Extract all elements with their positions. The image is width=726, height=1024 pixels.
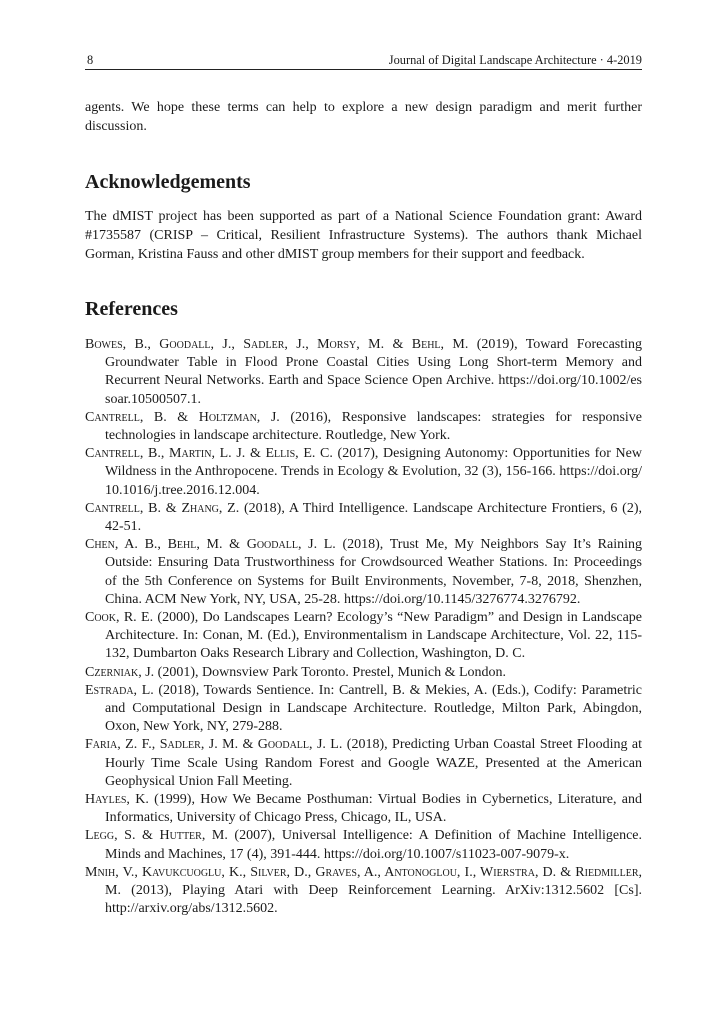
reference-list bbox=[85, 336, 642, 919]
reference-details: (2017), Designing Autonomy: Opportunities for New Wildness in the Anthropocene. Trends in Ecology & Evolution, 32 (3), 156-166. bbox=[105, 446, 642, 480]
reference-authors: Mnih, V., Kavukcuoglu, K., Silver, D., Graves, A., Antonoglou, I., Wierstra, D. & Riedmiller, M. bbox=[85, 864, 642, 899]
reference-authors: Cook, R. E. bbox=[85, 610, 154, 626]
acknowledgements-heading: Acknowledgements bbox=[85, 171, 251, 193]
acknowledgements-text: The dMIST project has been supported as part of a National Science Foundation grant: Award #1735587 (CRISP – Critical, Resilient Infrastructure Systems). The authors thank Michael Gorman, Kristina Fauss and other dMIST group members for their support and feedback. bbox=[85, 209, 642, 262]
reference-authors: Faria, Z. F., Sadler, J. M. & Goodall, J. L. bbox=[85, 737, 343, 753]
reference-doi-link[interactable]: https://doi.org/10.1016/j.tree.2016.12.004. bbox=[105, 464, 642, 498]
reference-authors: Czerniak, J. bbox=[85, 664, 155, 680]
reference-item bbox=[85, 536, 642, 609]
reference-item bbox=[85, 664, 642, 682]
references-heading: References bbox=[85, 298, 178, 320]
page-number: 8 bbox=[87, 53, 94, 67]
reference-details: (2019), Toward Forecasting Groundwater Table in Flood Prone Coastal Cities Using Long Short-term Memory and Recurrent Neural Networks. Earth and Space Science Open Archive. bbox=[105, 337, 643, 389]
reference-authors: Cantrell, B., Martin, L. J. & Ellis, E. C. bbox=[85, 446, 333, 462]
reference-item bbox=[85, 736, 642, 791]
reference-item bbox=[85, 336, 642, 409]
reference-authors: Legg, S. & Hutter, M. bbox=[85, 828, 228, 844]
header-rule bbox=[85, 69, 642, 70]
reference-authors: Cantrell, B. & Holtzman, J. bbox=[85, 409, 280, 425]
reference-item bbox=[85, 827, 642, 863]
reference-item bbox=[85, 609, 642, 664]
reference-details: (2018), Towards Sentience. In: Cantrell, B. & Mekies, A. (Eds.), Codify: Parametric and Computational Design in Landscape Architecture. Routledge, Milton Park, Abingdon, Oxon, New York, NY, 279-288. bbox=[105, 682, 643, 735]
reference-details: (2016), Responsive landscapes: strategies for responsive technologies in landscape architecture. Routledge, New York. bbox=[105, 409, 642, 444]
reference-item bbox=[85, 682, 642, 737]
reference-details: (1999), How We Became Posthuman: Virtual Bodies in Cybernetics, Literature, and Informatics, University of Chicago Press, Chicago, IL, USA. bbox=[105, 792, 642, 826]
reference-details: (2018), Trust Me, My Neighbors Say It’s Raining Outside: Ensuring Data Trustworthiness for Crowdsourced Weather Stations. In: Proceedings of the 5th Conference on Systems for Built Environments, November, 7-8, 2018, Shenzhen, China. ACM New York, NY, USA, 25-28. bbox=[105, 537, 642, 607]
reference-authors: Cantrell, B. & Zhang, Z. bbox=[85, 500, 240, 516]
reference-authors: Bowes, B., Goodall, J., Sadler, J., Morsy, M. & Behl, M. bbox=[85, 337, 469, 352]
reference-item bbox=[85, 445, 642, 500]
reference-details: (2001), Downsview Park Toronto. Prestel, Munich & London. bbox=[154, 664, 507, 680]
reference-item bbox=[85, 864, 642, 919]
reference-item bbox=[85, 500, 642, 536]
reference-item bbox=[85, 791, 642, 827]
running-header bbox=[85, 52, 642, 68]
reference-details: (2018), A Third Intelligence. Landscape Architecture Frontiers, 6 (2), 42-51. bbox=[105, 500, 642, 535]
journal-title: Journal of Digital Landscape Architecture · 4-2019 bbox=[388, 53, 642, 67]
intro-paragraph: agents. We hope these terms can help to explore a new design paradigm and merit further discussion. bbox=[85, 100, 642, 134]
reference-details: (2013), Playing Atari with Deep Reinforcement Learning. ArXiv:1312.5602 [Cs]. http://arxiv.org/abs/1312.5602. bbox=[105, 883, 642, 917]
reference-item bbox=[85, 409, 642, 445]
reference-details: (2000), Do Landscapes Learn? Ecology’s “New Paradigm” and Design in Landscape Architecture. In: Conan, M. (Ed.), Environmentalism in Landscape Architecture, Vol. 22, 115-132, Dumbarton Oaks Research Library and Collection, Washington, D. C. bbox=[105, 610, 642, 662]
reference-details: (2007), Universal Intelligence: A Definition of Machine Intelligence. Minds and Machines, 17 (4), 391-444. bbox=[105, 828, 642, 862]
reference-doi-link[interactable]: https://doi.org/10.1002/essoar.10500507.1. bbox=[105, 373, 642, 407]
reference-authors: Chen, A. B., Behl, M. & Goodall, J. L. bbox=[85, 537, 336, 553]
reference-authors: Estrada, L. bbox=[85, 682, 154, 698]
reference-authors: Hayles, K. bbox=[85, 792, 149, 808]
reference-details: (2018), Predicting Urban Coastal Street Flooding at Hourly Time Scale Using Random Forest and Google WAZE, Presented at the American Geophysical Union Fall Meeting. bbox=[105, 737, 642, 789]
reference-doi-link[interactable]: https://doi.org/10.1007/s11023-007-9079-x. bbox=[323, 846, 570, 862]
reference-doi-link[interactable]: https://doi.org/10.1145/3276774.3276792. bbox=[343, 591, 581, 607]
